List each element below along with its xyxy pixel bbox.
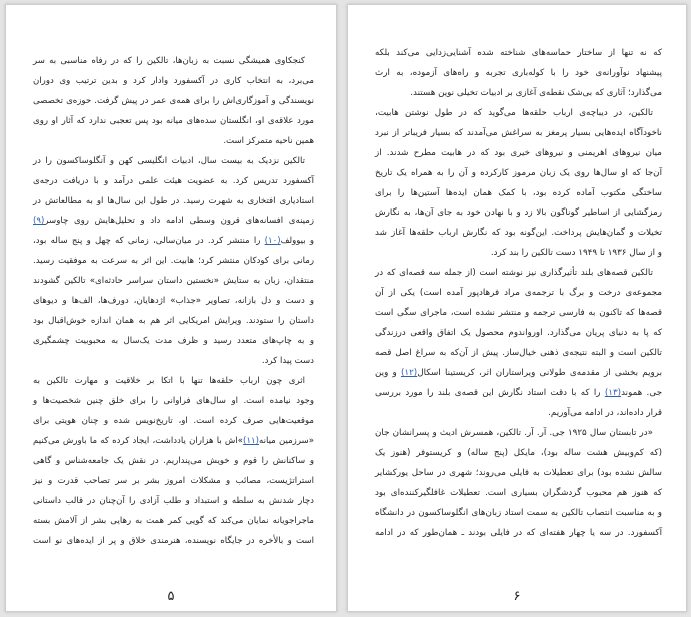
line-content	[375, 488, 662, 498]
line-text: تالکین، در دیباچه‌ی ارباب حلقه‌ها می‌گوید که در طول نوشتن هابیت،	[375, 108, 653, 118]
text-line	[33, 531, 314, 551]
line-content	[375, 328, 662, 338]
text-line	[33, 371, 314, 391]
line-text: تخیلات و گمان‌هایش پرداخت. این‌گونه بود که نگارش ارباب حلقه‌ها آغاز شد	[375, 228, 662, 238]
line-content	[33, 216, 314, 226]
text-line	[375, 143, 662, 163]
line-text: ماجراجویانه نمایان می‌کند که گویی کمر همت به رهایی بشر از آلامش بسته	[33, 516, 314, 526]
line-text: مورد علاقه‌ی او، انگلستان سده‌های میانه بود پس تعجبی ندارد که آثار او روی	[33, 116, 314, 126]
line-text: پیشنهاد نوآورانه‌ی خود را با کوله‌باری تجربه و راه‌های آزموده، به ارث	[375, 68, 662, 78]
line-content	[375, 108, 653, 118]
line-content	[223, 136, 314, 146]
text-line	[33, 511, 314, 531]
text-line	[375, 383, 662, 403]
text-line	[375, 123, 662, 143]
text-line	[375, 423, 662, 443]
line-content	[33, 196, 314, 206]
text-line	[33, 71, 314, 91]
line-text: همین ناحیه متمرکز است.	[223, 136, 314, 146]
line-content	[375, 48, 662, 58]
text-line	[33, 491, 314, 511]
text-line	[375, 483, 662, 503]
text-line	[375, 523, 662, 543]
page-number: ۶	[513, 589, 521, 604]
line-text: که نه تنها از ساختار حماسه‌های شناخته شده آشنایی‌زدایی می‌کند بلکه	[375, 48, 662, 58]
line-content	[33, 516, 314, 526]
page-number: ۵	[167, 589, 175, 604]
line-text: وجود نیامده است. او سال‌های فراوانی را برای خلق چنین شخصیت‌ها و	[33, 396, 314, 406]
text-line	[375, 43, 662, 63]
book-page-right	[347, 4, 687, 612]
text-line	[375, 163, 662, 183]
line-content	[491, 248, 662, 258]
line-text: میان نیروهای اهریمنی و نیروهای خیری بود که در هابیت مطرح شدند. از	[375, 148, 662, 158]
line-text: و به مناسبت انتصاب تالکین به سمت استاد زبان‌های انگلوساکسون در دانشگاه	[375, 508, 662, 518]
line-text: «سرزمین میانه	[258, 436, 314, 446]
line-content	[375, 288, 662, 298]
line-text: می‌برد، به انتخاب کاری در آکسفورد وادار کرد و بدین ترتیب وی دوران	[33, 76, 314, 86]
line-text: و از سال ۱۹۳۶ تا ۱۹۴۹ دست تالکین را بند کرد.	[490, 248, 662, 258]
text-line	[33, 411, 314, 431]
line-content	[33, 116, 314, 126]
line-content	[375, 128, 662, 138]
line-content	[375, 208, 662, 218]
text-line	[33, 91, 314, 111]
line-content	[33, 436, 314, 446]
line-text: و به چاپ‌های متعدد رسید و ظرف مدت یک‌سال به محبوبیت چشمگیری	[33, 336, 314, 346]
text-line	[375, 303, 662, 323]
line-content	[375, 268, 653, 278]
line-content	[33, 276, 314, 286]
text-line	[33, 51, 314, 71]
book-page-left	[5, 4, 337, 612]
text-line	[33, 131, 314, 151]
line-content	[375, 428, 653, 438]
line-content	[375, 148, 662, 158]
line-text: دچار شدنش به سلطه و استبداد و طلب آزادی را آن‌چنان در قالب داستانی	[33, 496, 314, 506]
text-line	[33, 151, 314, 171]
text-line	[375, 263, 662, 283]
footnote-ref-link[interactable]: (۱۱)	[243, 436, 259, 446]
line-content	[375, 228, 662, 238]
line-content	[262, 356, 314, 366]
text-line	[375, 503, 662, 523]
line-text: دست پیدا کرد.	[261, 356, 314, 366]
line-content	[375, 68, 662, 78]
line-text: ساختگی مکتوب آماده کرده بود، با کمک همان ایده‌ها آستین‌ها را برای	[375, 188, 662, 198]
text-line	[375, 103, 662, 123]
page-text-block	[375, 43, 662, 543]
line-text: که هنوز هم محبوب گردشگران بسیاری است. تعطیلات غافلگیرکننده‌ای بود	[375, 488, 662, 498]
text-line	[375, 323, 662, 343]
line-text: «در تابستان سال ۱۹۲۵ جی. آر. آر. تالکین، همسرش ادیث و پسرانشان جان	[375, 428, 653, 438]
text-line	[375, 403, 662, 423]
line-content	[375, 348, 662, 358]
line-text: »اش با هزاران یادداشت، ایجاد کرده که ما باورش می‌کنیم	[33, 436, 244, 446]
text-line	[33, 251, 314, 271]
line-text: آکسفورد. در سه یا چهار هفته‌ای که در فایلی بودند ـ همان‌طور که در ادامه	[375, 528, 662, 538]
line-text: داستان را ستودند. ویرایش امریکایی اثر هم به همان اندازه خوش‌اقبال بود	[33, 316, 314, 326]
line-text: آکسفورد تدریس کرد. به عضویت هیئت علمی درآمد و با دریافت درجه‌ی	[33, 176, 314, 186]
line-content	[33, 416, 314, 426]
line-content	[33, 316, 314, 326]
line-content	[410, 88, 662, 98]
text-line	[33, 111, 314, 131]
text-line	[33, 391, 314, 411]
line-text: قرار داده‌اند، در ادامه می‌آوریم.	[548, 408, 662, 418]
line-content	[33, 336, 314, 346]
line-content	[375, 508, 662, 518]
line-content	[548, 408, 662, 418]
line-content	[33, 76, 314, 86]
line-text: می‌گذارد؛ آثاری که بی‌شک نقطه‌ی آغازی بر ادبیات تخیلی نوین هستند.	[410, 88, 662, 98]
line-text: نویسندگی و آموزگاری‌اش را برای همه‌ی عمر در پیش گرفت. حوزه‌ی تخصصی	[33, 96, 314, 106]
line-content	[375, 168, 662, 178]
line-text: و وین	[375, 368, 401, 378]
line-content	[33, 156, 305, 166]
line-text: اثری چون ارباب حلقه‌ها تنها با اتکا بر خلاقیت و مهارت تالکین به	[33, 376, 305, 386]
line-content	[33, 96, 314, 106]
line-content	[33, 536, 314, 546]
text-line	[375, 63, 662, 83]
line-text: قصه‌ها که تاکنون به فارسی ترجمه و منتشر نشده است، ماجرای سگی است	[375, 308, 662, 318]
text-line	[33, 211, 314, 231]
footnote-ref-link[interactable]: (۱۰)	[264, 236, 281, 246]
line-text: موقعیت‌هایی صرف کرده است. او، تاریخ‌نویس شده و چنان هویتی برای	[33, 416, 314, 426]
line-content	[33, 496, 314, 506]
text-line	[33, 311, 314, 331]
line-text: تالکین نزدیک به بیست سال، ادبیات انگلیسی کهن و آنگلوساکسون را در	[33, 156, 305, 166]
line-text: زمینه‌ی افسانه‌های قرون وسطی ادامه داد و تحلیل‌هایش روی چاوسر	[44, 216, 314, 226]
text-line	[33, 231, 314, 251]
line-content	[33, 236, 314, 246]
line-content	[375, 368, 662, 378]
line-content	[33, 296, 314, 306]
line-text: و ساکنانش را قوم و خویش می‌پنداریم. در نقش یک جامعه‌شناس و گاهی	[33, 456, 314, 466]
line-text: را منتشر کرد. در میان‌سالی، زمانی که چهل و پنج ساله بود،	[33, 236, 265, 246]
text-line	[375, 83, 662, 103]
footnote-ref-link[interactable]: (۱۲)	[400, 368, 418, 378]
line-text: را که با دقت استاد نگارش این قصه‌ی بلند را مورد بررسی	[375, 388, 605, 398]
footnote-ref-link[interactable]: (۹)	[33, 216, 45, 226]
line-text: و بیوولف	[280, 236, 314, 246]
line-content	[33, 176, 314, 186]
text-line	[375, 363, 662, 383]
line-text: سالش نشده بود) برای تعطیلات به فایلی می‌روند؛ شهری در ساحل یورکشایر	[375, 468, 662, 478]
text-line	[33, 331, 314, 351]
line-content	[375, 528, 662, 538]
footnote-ref-link[interactable]: (۱۳)	[604, 388, 622, 398]
text-line	[375, 223, 662, 243]
line-content	[375, 448, 662, 458]
line-content	[33, 56, 305, 66]
text-line	[375, 183, 662, 203]
text-line	[33, 291, 314, 311]
line-text: منتقدان، زبان به ستایش «نخستین داستان سراسر حادثه‌ای» تالکین گشودند	[33, 276, 314, 286]
text-line	[375, 443, 662, 463]
page-text-block	[33, 51, 314, 551]
text-line	[375, 243, 662, 263]
line-content	[33, 256, 314, 266]
text-line	[375, 463, 662, 483]
line-text: تالکین قصه‌های بلند تأثیرگذاری نیز نوشته است (از جمله سه قصه‌ای که در	[375, 268, 653, 278]
text-line	[33, 451, 314, 471]
text-line	[33, 351, 314, 371]
line-content	[375, 468, 662, 478]
line-text: رمزگشایی از اساطیر گوناگون بالا زد و با نهادن خود به جای آن‌ها، به نگارش	[375, 208, 662, 218]
line-content	[375, 388, 662, 398]
text-line	[33, 431, 314, 451]
line-text: (که کم‌وبیش هشت ساله بود)، مایکل (پنج ساله) و کریستوفر (هنوز یک	[375, 448, 662, 458]
line-text: استادیاری افتخاری به شهرت رسید. در طول این سال‌ها او به مطالعاتش در	[33, 196, 314, 206]
line-content	[33, 456, 314, 466]
text-line	[33, 191, 314, 211]
line-text: است و بالأخره در جایگاه نویسنده، هنرمندی خلاق و پر از ایده‌های نو است	[33, 536, 314, 546]
line-content	[33, 476, 314, 486]
text-line	[33, 471, 314, 491]
text-line	[33, 271, 314, 291]
line-text: استراتژیست، مصائب و مشکلات امروز بشر بر سر تصاحب قدرت و نیز	[33, 476, 314, 486]
text-line	[375, 283, 662, 303]
line-text: برویم بخشی از مقدمه‌ی طولانی ویراستاران اثر، کریستینا اسکال	[417, 368, 662, 378]
line-text: ناخودآگاه ایده‌هایی بسیار پرمغز به سراغش می‌آمدند که بسیار فریباتر از نبرد	[375, 128, 662, 138]
line-text: تالکین است و البته نتیجه‌ی ذهنی خیال‌ساز. پیش از آن‌که به سراغ اصل قصه	[375, 348, 662, 358]
line-content	[375, 188, 662, 198]
line-text: کنجکاوی همیشگی نسبت به زبان‌ها، تالکین را که در رفاه مناسبی به سر	[33, 56, 305, 66]
text-line	[375, 203, 662, 223]
line-content	[33, 376, 305, 386]
line-text: که پا به دنیای پریان می‌گذارد. اورواندوم محصول یک اتفاق واقعی درزندگی	[375, 328, 662, 338]
line-text: جی. هموند	[621, 388, 662, 398]
line-text: رمانی برای کودکان منتشر کرد؛ هابیت. این اثر به سرعت به موفقیت رسید.	[33, 256, 314, 266]
line-content	[33, 396, 314, 406]
line-text: و دست و دل بازانه، تصاویر «جذاب» اژدهایان، دورف‌ها، الف‌ها و دیوهای	[33, 296, 314, 306]
text-line	[33, 171, 314, 191]
line-text: مجموعه‌ی درخت و برگ با ترجمه‌ی مراد فرهادپور آمده است) یکی از آن	[375, 288, 662, 298]
line-content	[375, 308, 662, 318]
text-line	[375, 343, 662, 363]
line-text: آن‌جا که او سال‌ها روی یک زبان مرموز کارکرده و آن را به همراه یک تاریخ	[375, 168, 662, 178]
